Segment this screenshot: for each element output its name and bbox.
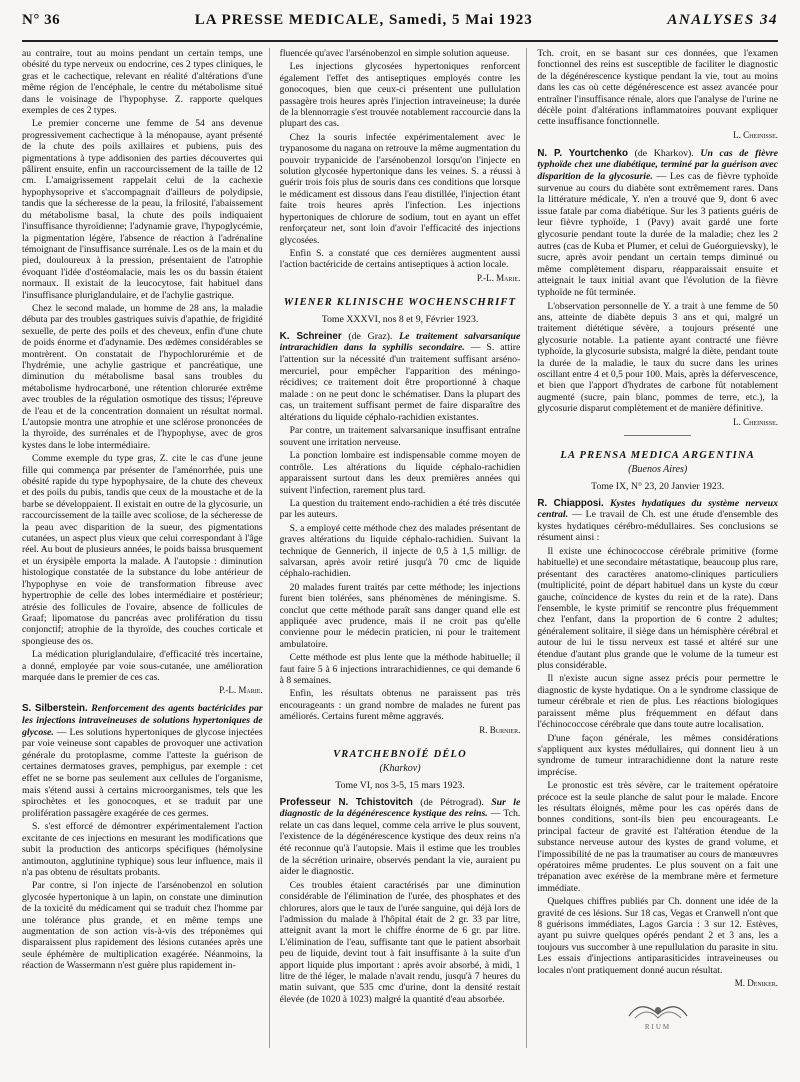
vignette-graphic [623,998,693,1032]
journal-issue: Tome VI, nos 3-5, 15 mars 1923. [335,779,465,791]
article-heading [537,148,778,299]
paragraph: Enfin, les résultats obtenus ne paraissent pas très encourageants : un grand nombre de malades ne furent pas améliorés. Certains furent même aggravés. [279,688,521,723]
paragraph: Par contre, un traitement salvarsanique insuffisant entraîne souvent une irritation nerveuse. [279,425,521,448]
signature: R. Burnier. [479,724,521,735]
paragraph: Les injections glycosées hypertoniques renforcent également l'effet des antiseptiques employés contre les gonocoques, bien que ceux-ci présentent une pullulation passagère trois heures après l'injection intraveineuse; la durée de la blennorragie s'est trouvée notablement raccourcie dans la plupart des cas. [279,61,521,130]
page-header [22,12,778,36]
article-lead: — S. attire l'attention sur la nécessité d'un traitement suffisant arséno-mercuriel, pour empêcher l'apparition des méningo-récidives; ce traitement doit être proportionné à chaque malade : on ne peut donc le schématiser. Dans la plupart des cas, un traitement suffisant permet de faire disparaître des altérations du liquide céphalo-rachidien existantes. [279,342,521,423]
paragraph: Le pronostic est très sévère, car le traitement opératoire précoce est la seule planche de salut pour le malade. Encore les résultats éloignés, même pour les cas opérés dans de bonnes conditions, sont-ils bien peu encourageants. Le principal facteur de gravité est l'altération étendue de la substance nerveuse autour des kystes de grand volume, et l'impossibilité de ne pas la traumatiser au cours de manœuvres opératoires même prudentes. Le plus souvent on a fait une trépanation avec exérèse de la membrane mère et fermeture immédiate. [537,780,779,894]
signature: M. Deniker. [734,978,779,989]
column-2 [280,48,528,1048]
article-title: Le traitement salvarsanique intrarachidien dans la syphilis secondaire. [279,330,521,354]
paragraph: fluencée qu'avec l'arsénobenzol en simple solution aqueuse. [279,48,510,59]
article-lead: — Le travail de Ch. est une étude d'ensemble des kystes hydatiques cérébro-médullaires. Ses conclusions se résument ainsi : [537,509,779,544]
article-title: Renforcement des agents bactéricides par les injections intraveineuses de solutions hypertoniques de glycose. [22,703,263,738]
paragraph: Chez la souris infectée expérimentalement avec le trypanosome du nagana on retrouve la même augmentation du pouvoir trypanicide de l'arsénobenzol lorsqu'on l'injecte en solution glycosée hypertonique dans les veines. S. a réussi à guérir trois fois plus de souris dans ces conditions que lorsque le médicament est dissous dans l'eau distillée, l'injection étant faite trois heures après l'infection. Les injections hypertoniques de chlorure de sodium, tout en ayant un effet renforçateur net, sont loin d'avoir l'efficacité des injections glycosées. [279,131,521,246]
journal-title: WIENER KLINISCHE WOCHENSCHRIFT [283,296,517,308]
signature: P.-L. Marie. [476,272,521,283]
paragraph: Le premier concerne une femme de 54 ans devenue progressivement cachectique à la ménopause, ayant présenté de la chute des poils axillaires et pubiens, puis des pigmentations à type addisonien des parties découvertes qui pâlirent ensuite, enfin un raccourcissement de la taille de 12 cm. L'amaigrissement rappelait celui de la cachexie hypophysoprive et s'accompagnait d'ailleurs de polydipsie, tandis que la sécheresse de la peau, la frilosité, l'abaissement du métabolisme basal, la chute des poils indiquaient l'insuffisance thyroïdienne; l'adynamie grave, l'hypoglycémie, la pigmentation légère, l'absence de réaction à l'adrénaline témoignant de l'insuffisance surrénale. Les os de la main et du pied, douloureux à la pression, présentaient de l'atrophie évoquant l'idée d'ostéomalacie, mais les os du bassin étaient normaux. Il existait de la leucocytose, fait habituel dans l'insuffisance pluriglandulaire, et de l'achylie gastrique. [22,118,263,301]
paragraph: Quelques chiffres publiés par Ch. donnent une idée de la gravité de ces lésions. Sur 18 cas, Vegas et Cranwell n'ont que 8 guérisons immédiates, Lagos Garcia : 3 sur 12. Estèves, ayant pu suivre quelques opérés pendant 2 et 3 ans, les a toujours vus succomber à une repullulation du parasite in situ. Les essais d'injections antiparasiticides intraveineuses ou locales n'ont pratiquement donné aucun résultat. [537,896,779,976]
article-lead: — Tch. relate un cas dans lequel, comme cela arrive le plus souvent, l'existence de la dégénérescence kystique des deux reins n'a été reconnue qu'à l'autopsie. Mais il estime que les troubles de la sécrétion urinaire, observés pendant la vie, auraient pu aider le diagnostic. [279,808,521,878]
paragraph: au contraire, tout au moins pendant un certain temps, une obésité du type nerveux ou endocrine, ces 2 types cliniques, le gras et le cachectique, relevant en réalité d'altérations d'une même région de l'encéphale, le centre du métabolisme situé dans le voisinage de l'hypophyse. Z. rapporte quelques exemples de ces 2 types. [22,48,263,117]
article-author: N. P. Yourtchenko [537,147,628,159]
article-heading [22,703,263,819]
column-3 [537,48,778,1048]
paragraph: Ces troubles étaient caractérisés par une diminution considérable de l'élimination de l'urée, des phosphates et des chlorures, alors que le taux de l'urée sanguine, qui déjà lors de l'admission du malade à l'hôpital était de 2 gr. 33 par litre, atteignit avant la mort le chiffre énorme de 6 gr. par litre. L'élimination de l'eau, suffisante tant que le patient absorbait peu de liquide, devint tout à fait insuffisante à la suite d'un apport liquide plus important : après avoir absorbé, à midi, 1 litre de thé léger, le malade n'avait rendu, jusqu'à 7 heures du matin suivant, que 535 cmc d'urine, dont la densité restait élevée (de 1020 à 1023) malgré la quantité d'eau absorbée. [279,879,521,1005]
journal-city: (Buenos Aires) [628,463,688,475]
paragraph: S. a employé cette méthode chez des malades présentant de graves altérations du liquide céphalo-rachidien. Suivant la technique de Gennerich, il injecte de 0,5 à 1,5 milligr. de salvarsan, après avoir retiré jusqu'à 70 cmc de liquide céphalo-rachidien. [279,522,521,580]
paragraph: La médication pluriglandulaire, d'efficacité très incertaine, a donné, employée par voie sous-cutanée, une amélioration marquée dans le premier de ces cas. [22,649,263,683]
issue-number: N° 36 [22,12,61,28]
paragraph: Par contre, si l'on injecte de l'arsénobenzol en solution glycosée hypertonique à un lapin, on constate une diminution de la toxicité du médicament qui se traduit chez l'homme par une tolérance plus grande, et en même temps une augmentation de son action vis-à-vis des tréponèmes qui disparaissent plus rapidement des lésions cutanées après une seule éphémère de multiplication exagérée. Néanmoins, la réaction de Wassermann n'est guère plus rapidement in- [22,880,263,972]
paragraph: L'observation personnelle de Y. a trait à une femme de 50 ans, atteinte de diabète depuis 3 ans et qui, malgré un traitement diététique sévère, a toujours présenté une glycosurie notable. La patiente ayant contracté une fièvre typhoïde, la glycosurie subsista, malgré la diète, pendant toute la durée de la maladie, le taux du sucre dans les urines oscillant entre 4 et 0,5 pour 100. Mais, après la défervescence, et bien que l'apport d'hydrates de carbone fût notablement augmenté (sucre, pain blanc, pommes de terre, etc.), la glycosurie disparut complètement et de manière définitive. [537,300,779,415]
paragraph: D'une façon générale, les mêmes considérations s'appliquent aux kystes médullaires, qui donnent lieu à un syndrome de tumeur intrarachidienne dont la nature reste imprécise. [537,732,779,778]
paragraph: Il existe une échinococcose cérébrale primitive (forme habituelle) et une secondaire métastatique, beaucoup plus rare, présentant des caractères anatomo-cliniques particuliers (multiplicité, point de départ habituel dans un kyste du cœur gauche, coïncidence de kystes du rein et de la rate). Dans l'ensemble, le kyste primitif se rencontre plus fréquemment chez l'enfant, dans la proportion de 6 contre 2 adultes; généralement solitaire, il siège dans un hémisphère cérébral et autour de lui le tissu nerveux est tassé et altéré sur une étendue d'autant plus grande que le volume de la tumeur est plus considérable. [537,546,779,672]
article-author: R. Chiapposi. [537,497,604,509]
paragraph: Chez le second malade, un homme de 28 ans, la maladie débuta par des troubles gastriques suivis d'apathie, de frigidité sexuelle, de perte des poils et des cheveux, enfin d'une chute de poids énorme et d'adynamie. Des œdèmes considérables se montrèrent. On constatait de l'hypochlorurémie et de l'hydrémie, une achylie gastrique et pancréatique, une diminution du métabolisme basal sans troubles du métabolisme hydrocarboné, une rétention chlorurée extrême avec troubles de la régulation osmotique des tissus; l'épreuve de l'eau et de la concentration donnaient un résultat normal. L'autopsie montra une atrophie et une sclérose prononcées de la thyroïde, des surrénales et de l'hypophyse, avec de gros kystes dans le lobe intermédiaire. [22,302,263,451]
article-heading [537,498,778,544]
article-title: Kystes hydatiques du système nerveux central. [537,497,779,521]
paragraph: La ponction lombaire est indispensable comme moyen de contrôle. Les altérations du liquide céphalo-rachidien apparaissent surtout dans les deux premières années qui suivent l'infection, rarement plus tard. [279,450,521,496]
article-author: S. Silberstein. [22,703,88,715]
paragraph: Enfin S. a constaté que ces dernières augmentent aussi l'action bactéricide de certains antiseptiques à action locale. [279,247,521,271]
paragraph: 20 malades furent traités par cette méthode; les injections furent bien tolérées, sans phénomènes de méningisme. S. conclut que cette méthode paraît sans danger quand elle est appliquée avec prudence, mais il ne croit pas qu'elle convienne pour le médecin praticien, ni pour le traitement ambulatoire. [279,581,521,650]
column-1 [22,48,270,1048]
section-name: ANALYSES 34 [667,12,778,28]
journal-issue: Tome XXXVI, nos 8 et 9, Février 1923. [321,313,479,325]
article-lead: — Les solutions hypertoniques de glycose injectées par voie veineuse sont capables de provoquer une activation générale du protoplasme, comme l'atteste la guérison de certaines dermatoses graves, pemphigus, par exemple : cet effet ne se borne pas seulement aux cellules de l'organisme, mais s'étend aussi à certains microorganismes, tels que les spirochètes et les gonocoques, et se traduit par une prolifération passagère exagérée de ces germes. [22,726,263,819]
article-title: Sur le diagnostic de la dégénérescence kystique des reins. [279,796,521,820]
signature: L. Cheinisse. [733,129,779,140]
signature: L. Cheinisse. [733,416,779,427]
paragraph: S. s'est efforcé de démontrer expérimentalement l'action excitante de ces injections en mesurant les modifications que subit la production des anticorps spécifiques (hémolysine antimouton, agglutinine typhique) sous leur influence, mais il n'a pas obtenu de résultats probants. [22,821,263,878]
journal-title: LA PRENSA MEDICA ARGENTINA [560,449,755,461]
separator-rule [624,435,691,436]
columns [22,48,778,1048]
article-author: Professeur N. Tchistovitch [279,796,413,808]
masthead-title: LA PRESSE MEDICALE, Samedi, 5 Mai 1923 [194,12,533,28]
signature: P.-L. Marie. [219,685,263,696]
author-place: (de Graz). [341,330,400,342]
article-heading [280,331,521,424]
paragraph: Tch. croit, en se basant sur ces données, que l'examen fonctionnel des reins est susceptible de faciliter le diagnostic de la dégénérescence kystique pendant la vie, tout au moins dans les cas où cette dégénérescence est assez avancée pour entraîner l'insuffisance rénale, alors que l'analyse de l'urine ne décèle point d'altérations inflammatoires pouvant expliquer cette insuffisance fonctionnelle. [537,48,779,128]
vignette-text: RIUM [644,1023,671,1032]
article-lead: — Les cas de fièvre typhoïde survenue au cours du diabète sont extrêmement rares. Dans la littérature médicale, Y. n'en a trouvé que 9, dont 6 avec issue fatale par coma diabétique. Sur les 3 patients guéris de leur fièvre typhoïde, 1 (Pavy) avait gardé une forte glycosurie pendant toute la durée de la maladie; chez les 2 autres (cas de Kuba et Plumer, et celui de Guéorguievsky), le sucre, après avoir pendant un certain temps diminué ou même complètement disparu, réapparaissait ensuite et atteignait le taux initial avant que l'évolution de la fièvre typhoïde ne fût terminée. [537,171,779,298]
article-heading [280,797,521,878]
journal-issue: Tome IX, N° 23, 20 Janvier 1923. [591,480,725,492]
paragraph: Cette méthode est plus lente que la méthode habituelle; il faut faire 5 à 6 injections intrarachidiennes, ce qui demande 6 à 8 semaines. [279,652,521,686]
journal-title: VRATCHEBNOÏÉ DÉLO [333,748,467,760]
author-place: (de Pétrograd). [412,796,492,808]
header-rule [22,40,778,42]
paragraph: La question du traitement endo-rachidien a été très discutée par les auteurs. [279,497,521,521]
paragraph: Comme exemple du type gras, Z. cite le cas d'une jeune fille qui commença par présenter de l'aménorrhée, puis une obésité rapide du type hypophysaire, de la chute des cheveux et des poils du pubis, tandis que ceux de la moustache et de la barbe se développaient. Il existait en outre de la glycosurie, un raccourcissement de la taille avec scoliose, de la sécheresse de la peau avec disparition de la sueur, des pigmentations cutanées, un aspect plus vieux que celui correspondant à l'âge réel. Au bout de plusieurs années, le poids baissa brusquement et un érysipèle emporta la malade. A l'autopsie : diminution histologique constatée de la substance du lobe antérieur de l'hypophyse en voie de transformation fibreuse avec hypertrophie de celle des lobes intermédiaire et postérieur; atrésie des follicules de l'ovaire, absence de follicules de Graaf; lipomatose du pancréas avec prolifération du tissu conjonctif; atrophie de la thyroïde, des couches corticale et spongieuse des os. [22,453,263,647]
ornament-vignette-icon [537,998,778,1037]
journal-city: (Kharkov) [379,762,421,774]
author-place: (de Kharkov). [627,147,701,159]
paragraph: Il n'existe aucun signe assez précis pour permettre le diagnostic de kyste hydatique. On a le syndrome classique de tumeur cérébrale et rien de plus. Les réactions biologiques paraissent même plus fréquemment en défaut dans l'échinococcose cérébrale que dans toute autre localisation. [537,673,779,731]
article-author: K. Schreiner [279,330,342,342]
article-title: Un cas de fièvre typhoïde chez une diabétique, terminé par la guérison avec disparition de la glycosurie. [537,147,779,183]
